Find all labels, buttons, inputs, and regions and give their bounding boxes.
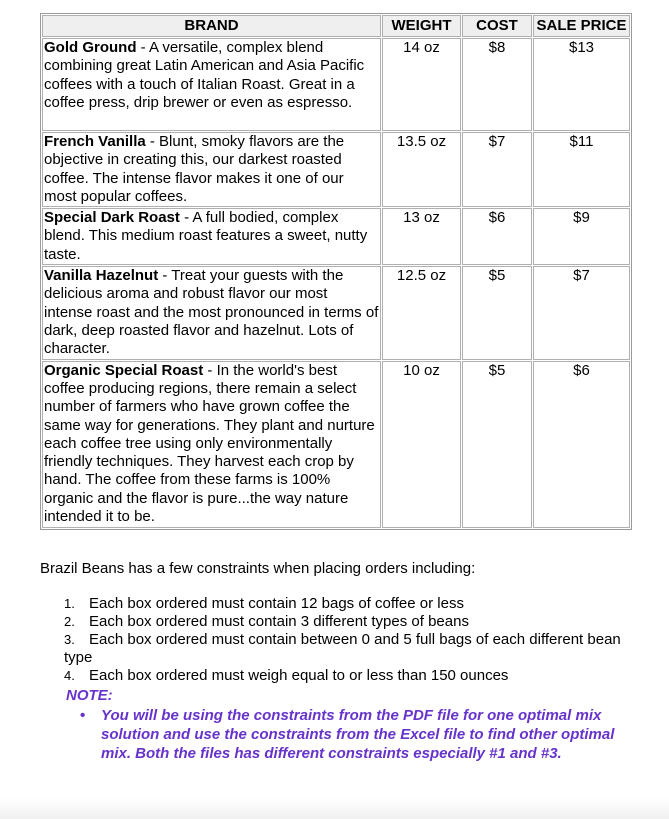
weight-cell: 13.5 oz <box>382 132 461 207</box>
brand-name: Organic Special Roast <box>44 361 204 379</box>
weight-cell: 10 oz <box>382 361 461 528</box>
constraint-text: Each box ordered must contain between 0 and 5 full bags of each different bean type <box>64 631 621 666</box>
weight-cell: 12.5 oz <box>382 266 461 359</box>
constraint-item <box>64 613 630 631</box>
sale-price-cell: $6 <box>533 361 630 528</box>
note-bullet-item <box>80 706 630 763</box>
constraint-item <box>64 631 630 667</box>
table-row <box>42 208 630 265</box>
table-row <box>42 38 630 131</box>
constraint-number: 2. <box>64 614 75 629</box>
cost-cell: $6 <box>462 208 532 265</box>
brand-cell <box>42 266 381 359</box>
brand-description: - A versatile, complex blend combining great Latin American and Asia Pacific coffees with a touch of Italian Roast. Great in a coffee press, drip brewer or even as espresso. <box>44 39 365 111</box>
brand-description: - Treat your guests with the delicious aroma and robust flavor our most intense roast and the most pronounced in terms of dark, deep roasted flavor and hazelnut. Lots of character. <box>44 267 379 358</box>
constraint-text: Each box ordered must contain 3 different types of beans <box>89 613 469 630</box>
brand-description: - A full bodied, complex blend. This medium roast features a sweet, nutty taste. <box>44 209 368 263</box>
note-text: You will be using the constraints from the PDF file for one optimal mix solution and use the constraints from the Excel file to find other optimal mix. Both the files has different constraints especially #1 and #3. <box>101 707 615 762</box>
brand-cell <box>42 38 381 131</box>
cost-cell: $7 <box>462 132 532 207</box>
table-row <box>42 266 630 359</box>
bullet-icon: • <box>80 707 86 724</box>
brand-description: - In the world's best coffee producing regions, there remain a select number of farmers who have grown coffee the same way for generations. They plant and nurture each coffee tree using only environmentally friendly techniques. They harvest each crop by hand. The coffee from these farms is 100% organic and the flavor is pure...the way nature intended it to be. <box>44 361 375 526</box>
weight-cell: 14 oz <box>382 38 461 131</box>
page-bottom-edge <box>0 797 669 819</box>
cost-cell: $8 <box>462 38 532 131</box>
sale-price-cell: $7 <box>533 266 630 359</box>
header-weight: WEIGHT <box>382 15 461 37</box>
constraint-number: 4. <box>64 668 75 683</box>
sale-price-cell: $9 <box>533 208 630 265</box>
brand-description: - Blunt, smoky flavors are the objective in creating this, our darkest roasted coffee. The intense flavor makes it one of our most popular coffees. <box>44 133 345 205</box>
sale-price-cell: $13 <box>533 38 630 131</box>
constraints-intro: Brazil Beans has a few constraints when placing orders including: <box>40 560 476 577</box>
constraint-item <box>64 667 630 685</box>
table-row <box>42 361 630 528</box>
constraints-list <box>64 595 630 685</box>
brand-name: Gold Ground <box>44 39 137 56</box>
constraint-number: 1. <box>64 596 75 611</box>
coffee-products-table <box>40 13 632 530</box>
brand-name: Vanilla Hazelnut <box>44 267 159 285</box>
table-header-row <box>42 15 630 37</box>
brand-name: Special Dark Roast <box>44 209 180 227</box>
table-row <box>42 132 630 207</box>
constraint-number: 3. <box>64 632 75 647</box>
constraint-text: Each box ordered must weigh equal to or less than 150 ounces <box>89 667 509 684</box>
brand-cell <box>42 208 381 265</box>
constraint-text: Each box ordered must contain 12 bags of coffee or less <box>89 595 464 612</box>
brand-name: French Vanilla <box>44 133 146 150</box>
weight-cell: 13 oz <box>382 208 461 265</box>
constraint-item <box>64 595 630 613</box>
cost-cell: $5 <box>462 266 532 359</box>
sale-price-cell: $11 <box>533 132 630 207</box>
header-sale-price: SALE PRICE <box>533 15 630 37</box>
brand-cell <box>42 361 381 528</box>
header-cost: COST <box>462 15 532 37</box>
cost-cell: $5 <box>462 361 532 528</box>
brand-cell <box>42 132 381 207</box>
note-label: NOTE: <box>66 687 113 704</box>
header-brand: BRAND <box>42 15 381 37</box>
